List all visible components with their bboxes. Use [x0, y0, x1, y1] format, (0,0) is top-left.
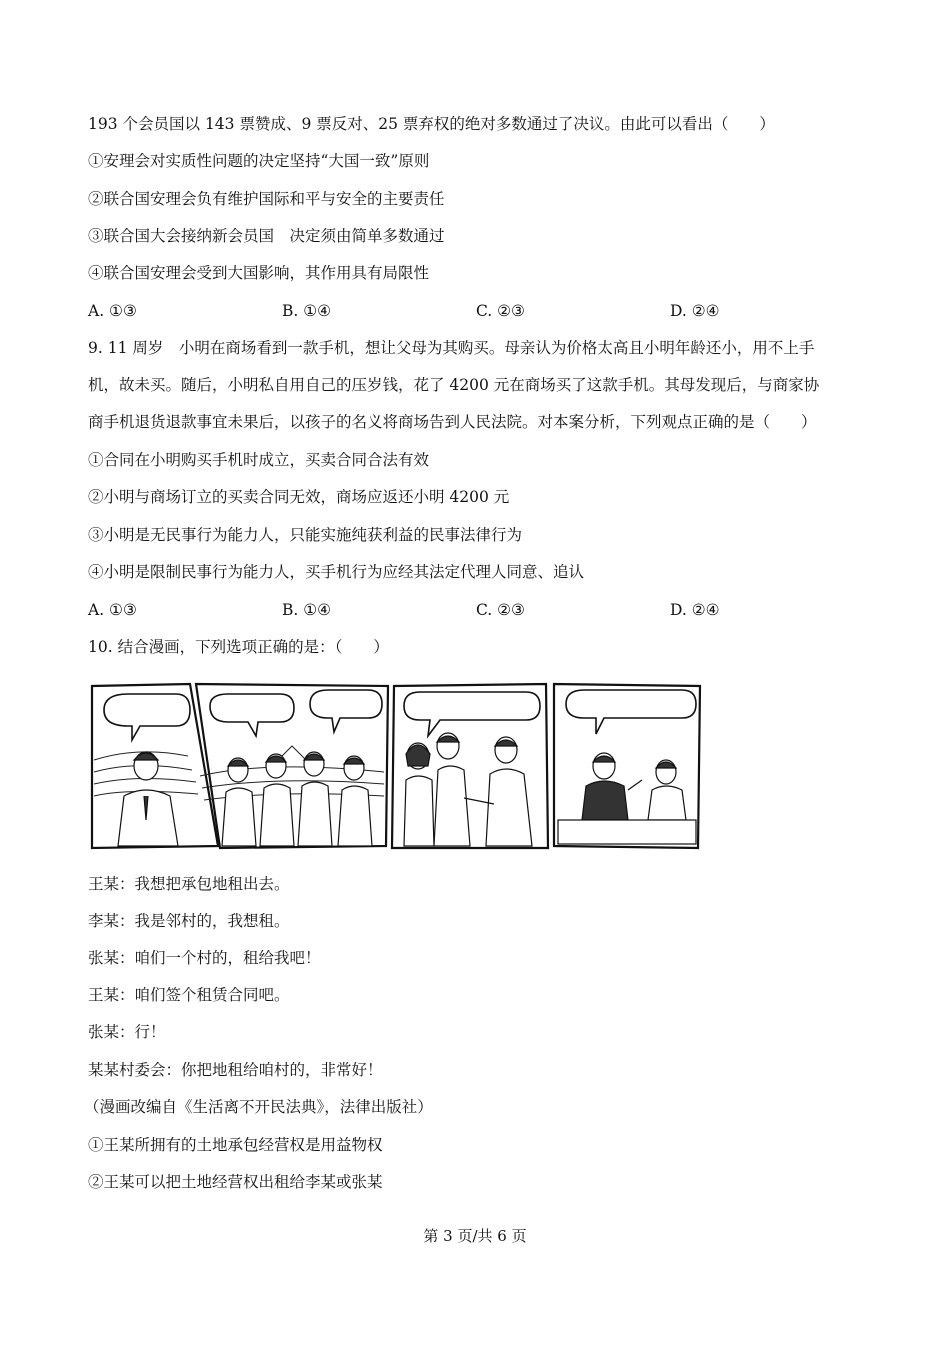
q9-statement-4: ④小明是限制民事行为能力人，买手机行为应经其法定代理人同意、追认 [88, 563, 585, 581]
q8-statement-1: ①安理会对实质性问题的决定坚持“大国一致”原则 [88, 152, 430, 170]
q10-dialogue-3: 张某：咱们一个村的，租给我吧！ [88, 949, 321, 967]
q9-stem-line-1: 9. 11 周岁 小明在商场看到一款手机，想让父母为其购买。母亲认为价格太高且小明年龄还小，用不上手 [88, 339, 815, 357]
page-number-footer: 第 3 页/共 6 页 [423, 1227, 527, 1245]
q10-stem: 10. 结合漫画，下列选项正确的是：（ ） [88, 638, 389, 656]
q10-dialogue-4: 王某：咱们签个租赁合同吧。 [88, 986, 290, 1004]
q10-dialogue-1: 王某：我想把承包地租出去。 [88, 875, 290, 893]
q8-statement-3: ③联合国大会接纳新会员国 决定须由简单多数通过 [88, 227, 445, 245]
q8-statement-2: ②联合国安理会负有维护国际和平与安全的主要责任 [88, 190, 445, 208]
speech-balloon-5 [566, 690, 696, 734]
speech-balloon-4 [404, 692, 540, 736]
q9-option-d: D. ②④ [670, 601, 720, 619]
q9-statement-1: ①合同在小明购买手机时成立，买卖合同合法有效 [88, 451, 430, 469]
q8-option-c: C. ②③ [476, 302, 525, 320]
speech-balloon-3 [310, 690, 382, 732]
q8-stem-tail: 193 个会员国以 143 票赞成、9 票反对、25 票弃权的绝对多数通过了决议。由此可以看出（ ） [88, 115, 775, 133]
q8-option-d: D. ②④ [670, 302, 720, 320]
q8-option-a: A. ①③ [88, 302, 137, 320]
q9-statement-3: ③小明是无民事行为能力人，只能实施纯获利益的民事法律行为 [88, 526, 523, 544]
speech-balloon-1 [104, 694, 190, 740]
q10-comic-source: （漫画改编自《生活离不开民法典》，法律出版社） [84, 1098, 433, 1116]
comic-strip-illustration [88, 680, 728, 852]
q9-statement-2: ②小明与商场订立的买卖合同无效，商场应返还小明 4200 元 [88, 488, 510, 506]
q8-statement-4: ④联合国安理会受到大国影响，其作用具有局限性 [88, 264, 430, 282]
q10-dialogue-5: 张某：行！ [88, 1023, 166, 1041]
q10-statement-1: ①王某所拥有的土地承包经营权是用益物权 [88, 1136, 383, 1154]
q10-statement-2: ②王某可以把土地经营权出租给李某或张某 [88, 1173, 383, 1191]
q9-option-c: C. ②③ [476, 601, 525, 619]
q9-option-b: B. ①④ [282, 601, 332, 619]
q9-stem-line-2: 机，故未买。随后，小明私自用自己的压岁钱，花了 4200 元在商场买了这款手机。其母发现后，与商家协 [88, 376, 820, 394]
q9-stem-line-3: 商手机退货退款事宜未果后，以孩子的名义将商场告到人民法院。对本案分析，下列观点正确的是（ ） [88, 413, 817, 431]
q9-option-a: A. ①③ [88, 601, 137, 619]
q10-dialogue-2: 李某：我是邻村的，我想租。 [88, 912, 290, 930]
q8-option-b: B. ①④ [282, 302, 332, 320]
q10-dialogue-6: 某某村委会：你把地租给咱村的，非常好！ [88, 1061, 383, 1079]
speech-balloon-2 [210, 694, 294, 736]
